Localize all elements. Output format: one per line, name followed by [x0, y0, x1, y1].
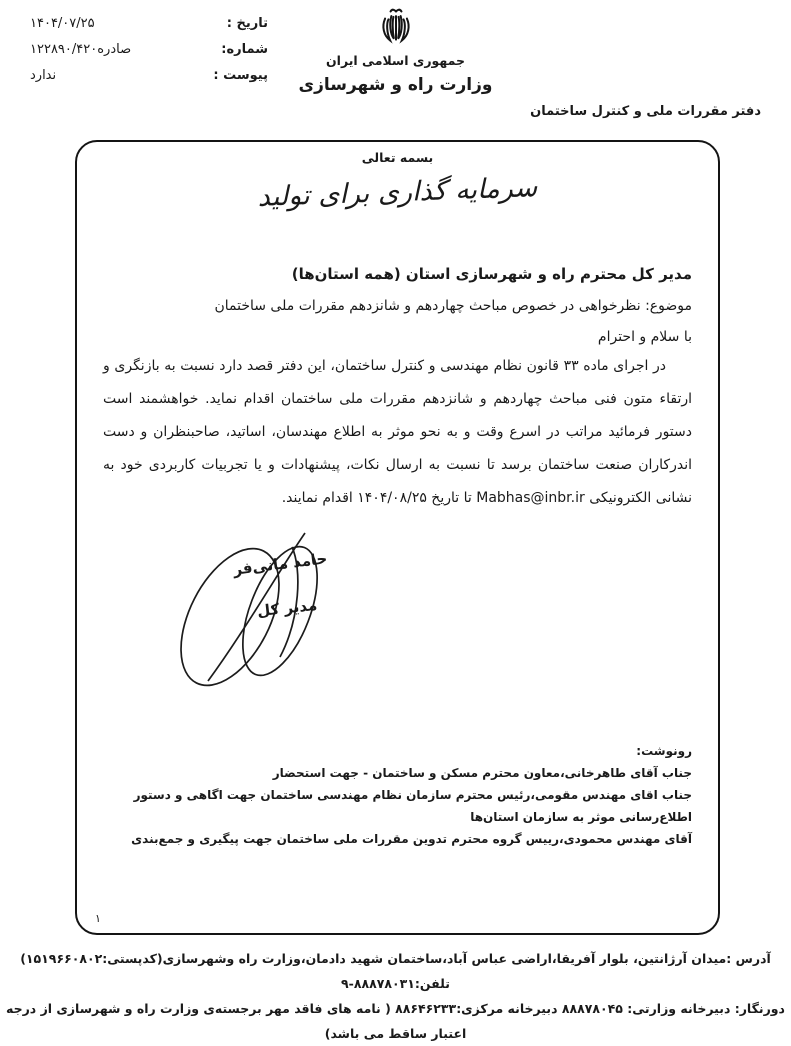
number-value [30, 42, 131, 57]
number-digits: ۱۲۲۸۹۰/۴۲۰ [30, 42, 98, 57]
cc-item: آقای مهندس محمودی،رییس گروه محترم تدوین مقررات ملی ساختمان جهت پیگیری و جمع‌بندی [131, 832, 692, 846]
salutation-line: با سلام و احترام [597, 329, 692, 345]
ministry-name: وزارت راه و شهرسازی [298, 75, 493, 95]
letter-frame [75, 140, 720, 935]
signer-name: حامد مانی‌فر [231, 549, 328, 579]
body-paragraph: در اجرای ماده ۳۳ قانون نظام مهندسی و کنترل ساختمان، این دفتر قصد دارد نسبت به بازنگری و ارتقاء متون فنی مباحث چهاردهم و شانزدهم مقررات ملی ساختمان اقدام نماید. خواهشمند است دستور فرمائید مراتب در اسرع وقت و به نحو موثر به اطلاع مهندسان، اساتید، صاحبنظران و دست اندرکاران صنعت ساختمان برسد تا نسبت به ارسال نکات، پیشنهادات و یا تجربیات کاربردی خود به نشانی الکترونیکی Mabhas@inbr.ir تا تاریخ ۱۴۰۴/۰۸/۲۵ اقدام نمایند. [103, 358, 692, 506]
number-suffix: صادره [97, 42, 132, 57]
year-slogan-calligraphy: سرمایه گذاری برای تولید [257, 172, 538, 213]
date-label: تاریخ : [226, 16, 268, 31]
besmele-text: بسمه تعالی [361, 150, 434, 165]
document-footer [0, 946, 791, 1046]
recipient-line: مدیر کل محترم راه و شهرسازی استان (همه استان‌ها) [291, 265, 692, 283]
cc-label: رونوشت: [636, 744, 692, 758]
cc-section [103, 740, 692, 850]
date-value: ۱۴۰۴/۰۷/۲۵ [30, 16, 95, 31]
attachment-value: ندارد [30, 68, 57, 83]
letterhead-center [236, 6, 556, 95]
letterhead [0, 0, 791, 135]
attachment-label: پیوست : [213, 68, 268, 83]
iran-national-emblem-icon [378, 6, 414, 48]
signature-block [103, 529, 692, 694]
date-row [30, 16, 268, 31]
number-label: شماره: [221, 42, 268, 57]
subject-line: موضوع: نظرخواهی در خصوص مباحث چهاردهم و شانزدهم مقررات ملی ساختمان [214, 298, 692, 314]
number-row [30, 42, 268, 57]
cc-item: جناب اقای مهندس مقومی،رئیس محترم سازمان نظام مهندسی ساختمان جهت اگاهی و دستور اطلاع‌رسانی موثر به سازمان استان‌ها [133, 788, 692, 824]
signer-title: مدیر کل [255, 595, 318, 621]
attachment-row [30, 68, 268, 83]
country-name: جمهوری اسلامی ایران [326, 53, 465, 68]
cc-item: جناب آقای طاهرخانی،معاون محترم مسکن و ساختمان - جهت استحضار [272, 766, 692, 780]
document-meta [30, 16, 268, 94]
footer-address-line: آدرس :میدان آرژانتین، بلوار آفریقا،اراضی عباس آباد،ساختمان شهید دادمان،وزارت راه وشهرسازی(کدپستی:۱۵۱۹۶۶۰۸۰۲) تلفن:۸۸۸۷۸۰۳۱-۹ [20, 951, 771, 991]
office-name: دفتر مقررات ملی و کنترل ساختمان [530, 104, 761, 119]
footer-fax-line: دورنگار: دبیرخانه وزارتی: ۸۸۸۷۸۰۴۵ دبیرخانه مرکزی:۸۸۶۴۶۲۳۳ ( نامه های فاقد مهر برجسته‌ی وزارت راه و شهرسازی از درجه اعتبار ساقط می باشد) [6, 1001, 785, 1041]
page-number: ۱ [95, 912, 101, 925]
